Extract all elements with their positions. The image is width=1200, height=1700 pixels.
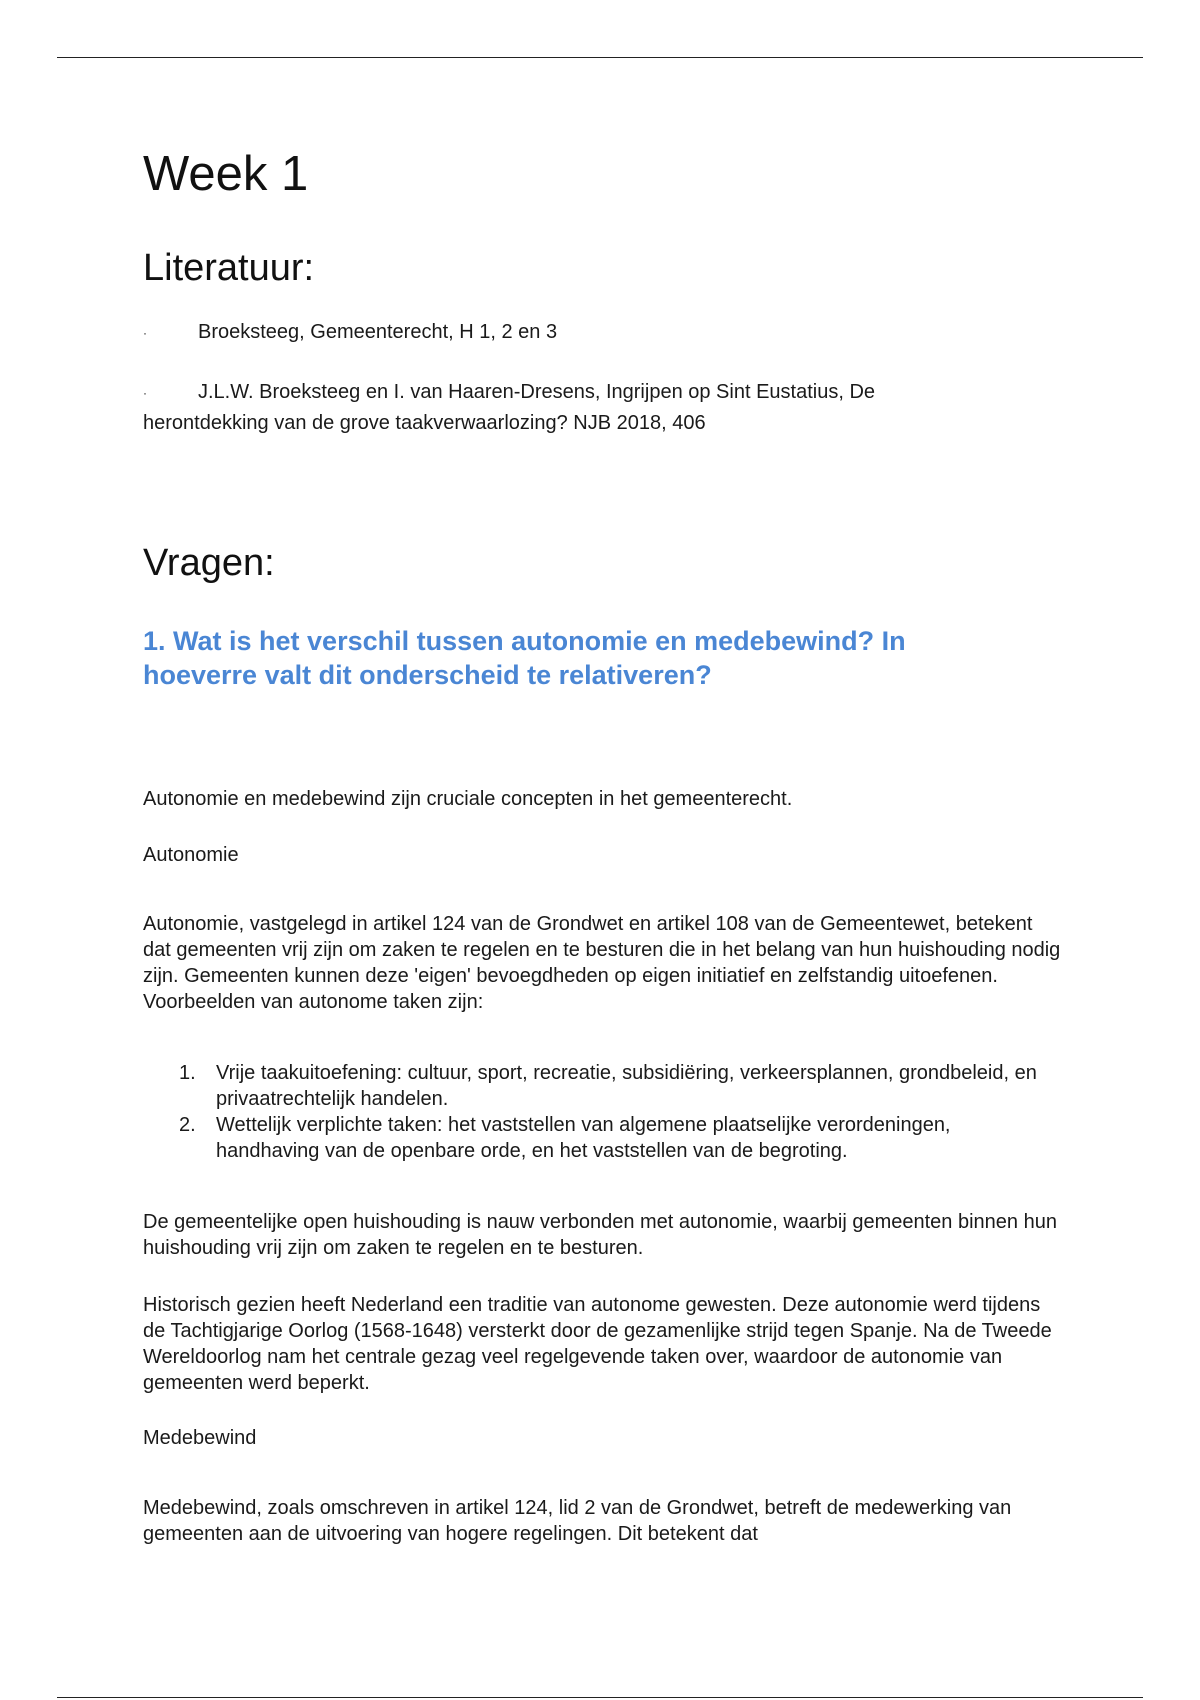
list-item [175,1060,1055,1112]
question-1: 1. Wat is het verschil tussen autonomie en medebewind? In hoeverre valt dit onderscheid te relativeren? [143,626,906,690]
bottom-rule [57,1697,1143,1698]
list-item [175,1112,1055,1164]
list-item-text: Wettelijk verplichte taken: het vaststellen van algemene plaatselijke verordeningen, handhaving van de openbare orde, en het vaststellen van de begroting. [216,1114,951,1162]
huishouding-paragraph: De gemeentelijke open huishouding is nauw verbonden met autonomie, waarbij gemeenten binnen hun huishouding vrij zijn om zaken te regelen en te besturen. [143,1211,1057,1259]
answer-intro: Autonomie en medebewind zijn cruciale concepten in het gemeenterecht. [143,788,793,810]
literature-heading: Literatuur: [143,247,315,289]
literature-item [143,377,963,438]
list-number: 2. [179,1114,196,1136]
page-title: Week 1 [143,147,309,201]
literature-item-text: J.L.W. Broeksteeg en I. van Haaren-Dresens, Ingrijpen op Sint Eustatius, De herontdekking van de grove taakverwaarlozing? NJB 2018, 406 [143,381,876,434]
list-item-text: Vrije taakuitoefening: cultuur, sport, recreatie, subsidiëring, verkeersplannen, grondbeleid, en privaatrechtelijk handelen. [216,1062,1037,1110]
questions-heading: Vragen: [143,542,275,584]
literature-item [143,317,963,348]
top-rule [57,57,1143,58]
literature-item-text: Broeksteeg, Gemeenterecht, H 1, 2 en 3 [198,321,558,343]
medebewind-heading: Medebewind [143,1427,257,1449]
autonomie-heading: Autonomie [143,844,239,866]
medebewind-paragraph: Medebewind, zoals omschreven in artikel 124, lid 2 van de Grondwet, betreft de medewerking van gemeenten aan de uitvoering van hogere regelingen. Dit betekent dat [143,1497,1012,1545]
autonomie-paragraph: Autonomie, vastgelegd in artikel 124 van de Grondwet en artikel 108 van de Gemeentewet, betekent dat gemeenten vrij zijn om zaken te regelen en te besturen die in het belang van hun huishouding nodig zijn. Gemeenten kunnen deze 'eigen' bevoegdheden op eigen initiatief en zelfstandig uitoefenen. Voorbeelden van autonome taken zijn: [143,913,1061,1013]
bullet: · [143,385,147,400]
historical-paragraph: Historisch gezien heeft Nederland een traditie van autonome gewesten. Deze autonomie werd tijdens de Tachtigjarige Oorlog (1568-1648) versterkt door de gezamenlijke strijd tegen Spanje. Na de Tweede Wereldoorlog nam het centrale gezag veel regelgevende taken over, waardoor de autonomie van gemeenten werd beperkt. [143,1294,1052,1394]
list-number: 1. [179,1062,196,1084]
bullet: · [143,325,147,340]
autonomous-tasks-list [175,1060,1055,1164]
